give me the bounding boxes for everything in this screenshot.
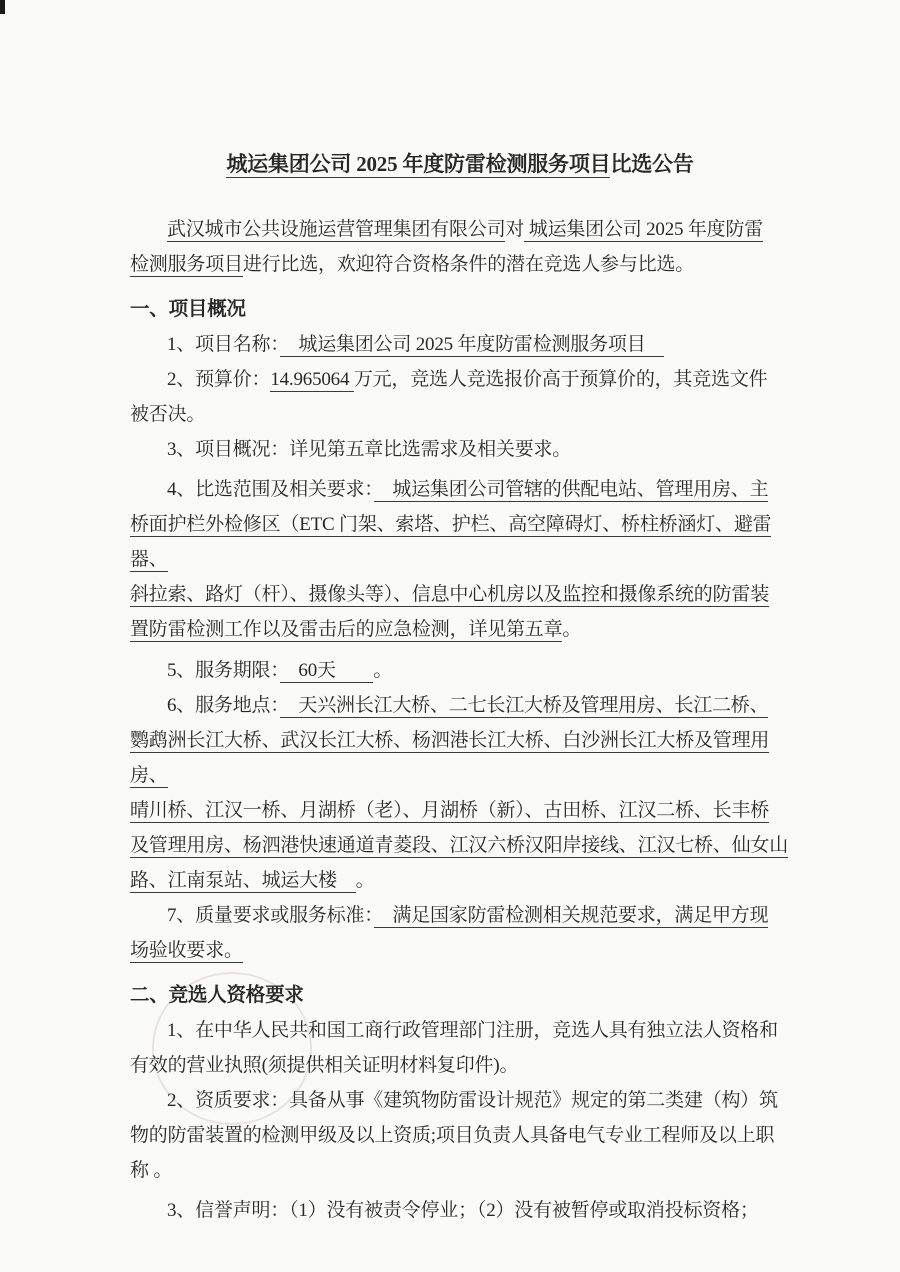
item-3-project-overview [130, 432, 790, 467]
item-4-scope [130, 472, 790, 647]
underlined-text-segment: 晴川桥、江汉一桥、月湖桥（老）、月湖桥（新）、古田桥、江汉二桥、长丰桥 [130, 800, 770, 821]
text-line [130, 933, 790, 968]
underlined-text-segment: 置防雷检测工作以及雷击后的应急检测，详见第五章 [130, 619, 563, 640]
text-line [130, 327, 790, 362]
section-1-heading [130, 292, 790, 327]
text-segment: 2、预算价： [167, 369, 271, 390]
intro-paragraph [130, 212, 790, 282]
text-segment: 比选公告 [610, 152, 694, 176]
text-segment: 3、信誉声明：（1）没有被责令停业；（2）没有被暂停或取消投标资格； [167, 1200, 759, 1221]
underlined-text-segment: 武汉城市公共设施运营管理集团有限公司 [167, 219, 506, 240]
text-segment: 一、项目概况 [130, 299, 246, 320]
text-segment: 。 [355, 870, 375, 891]
text-segment: 。 [562, 619, 582, 640]
text-line [130, 247, 790, 282]
text-line [130, 1048, 790, 1083]
text-line [130, 1193, 790, 1228]
text-segment: 7、质量要求或服务标准： [167, 905, 374, 926]
text-segment: 万元，竞选人竞选报价高于预算价的，其竞选文件 [353, 369, 768, 390]
text-segment: 物的防雷装置的检测甲级及以上资质;项目负责人具备电气专业工程师及以上职 [130, 1125, 775, 1146]
text-segment: 二、竞选人资格要求 [130, 985, 304, 1006]
underlined-text-segment: 检测服务项目 [130, 254, 243, 275]
text-line [130, 1153, 790, 1188]
item-1-project-name [130, 327, 790, 362]
text-line [130, 793, 790, 828]
text-line [130, 1083, 790, 1118]
text-line [130, 723, 790, 793]
underlined-text-segment: 城运集团公司 2025 年度防雷 [524, 219, 764, 240]
item-2-3-credit-statement [130, 1193, 790, 1228]
document-title [130, 146, 790, 182]
text-line [130, 432, 790, 467]
item-2-1-registration [130, 1013, 790, 1083]
text-line [130, 577, 790, 612]
text-line [130, 362, 790, 397]
text-line [130, 292, 790, 327]
text-line [130, 507, 790, 577]
text-line [130, 978, 790, 1013]
underlined-text-segment: 城运集团公司管辖的供配电站、管理用房、主 [373, 479, 769, 500]
document-content [130, 146, 790, 1228]
text-line [130, 212, 790, 247]
underlined-text-segment: 14.965064 [270, 369, 354, 390]
text-line [130, 898, 790, 933]
underlined-text-segment: 鹦鹉洲长江大桥、武汉长江大桥、杨泗港长江大桥、白沙洲长江大桥及管理用房、 [130, 730, 770, 786]
text-line [130, 828, 790, 863]
text-segment: 4、比选范围及相关要求： [167, 479, 374, 500]
text-segment: 1、项目名称： [167, 334, 280, 355]
underlined-text-segment: 桥面护栏外检修区（ETC 门架、索塔、护栏、高空障碍灯、桥柱桥涵灯、避雷器、 [130, 514, 772, 570]
text-segment: 1、在中华人民共和国工商行政管理部门注册，竞选人具有独立法人资格和 [167, 1020, 778, 1041]
underlined-text-segment: 城运集团公司 2025 年度防雷检测服务项目 [279, 334, 665, 355]
section-2-heading [130, 978, 790, 1013]
text-segment: 进行比选，欢迎符合资格条件的潜在竞选人参与比选。 [242, 254, 695, 275]
underlined-text-segment: 场验收要求。 [130, 940, 243, 961]
underlined-text-segment: 及管理用房、杨泗港快速通道青菱段、江汉六桥汉阳岸接线、江汉七桥、仙女山 [130, 835, 789, 856]
text-line [130, 653, 790, 688]
text-segment: 3、项目概况：详见第五章比选需求及相关要求。 [167, 439, 572, 460]
text-segment: 。 [373, 660, 393, 681]
text-segment: 6、服务地点： [167, 695, 280, 716]
scan-corner-artifact [0, 0, 5, 14]
item-6-service-locations [130, 688, 790, 898]
text-line [130, 863, 790, 898]
item-5-service-period [130, 653, 790, 688]
text-segment: 被否决。 [130, 404, 206, 425]
underlined-text-segment: 满足国家防雷检测相关规范要求，满足甲方现 [373, 905, 769, 926]
text-line [130, 1013, 790, 1048]
text-segment: 2、资质要求：具备从事《建筑物防雷设计规范》规定的第二类建（构）筑 [167, 1090, 778, 1111]
text-segment: 对 [505, 219, 525, 240]
text-line [130, 472, 790, 507]
item-2-budget-price [130, 362, 790, 432]
underlined-text-segment: 路、江南泵站、城运大楼 [130, 870, 356, 891]
underlined-text-segment: 60天 [279, 660, 374, 681]
text-segment: 5、服务期限： [167, 660, 280, 681]
text-line [130, 397, 790, 432]
text-line [130, 688, 790, 723]
text-line [130, 1118, 790, 1153]
text-line [130, 146, 790, 182]
underlined-text-segment: 天兴洲长江大桥、二七长江大桥及管理用房、长江二桥、 [279, 695, 769, 716]
text-segment: 有效的营业执照(须提供相关证明材料复印件)。 [130, 1055, 519, 1076]
item-7-quality-requirements [130, 898, 790, 968]
underlined-text-segment: 斜拉索、路灯（杆）、摄像头等）、信息中心机房以及监控和摄像系统的防雷装 [130, 584, 770, 605]
item-2-2-qualification [130, 1083, 790, 1188]
underlined-text-segment: 城运集团公司 2025 年度防雷检测服务项目 [226, 152, 611, 176]
text-segment: 称 。 [130, 1160, 173, 1181]
text-line [130, 612, 790, 647]
